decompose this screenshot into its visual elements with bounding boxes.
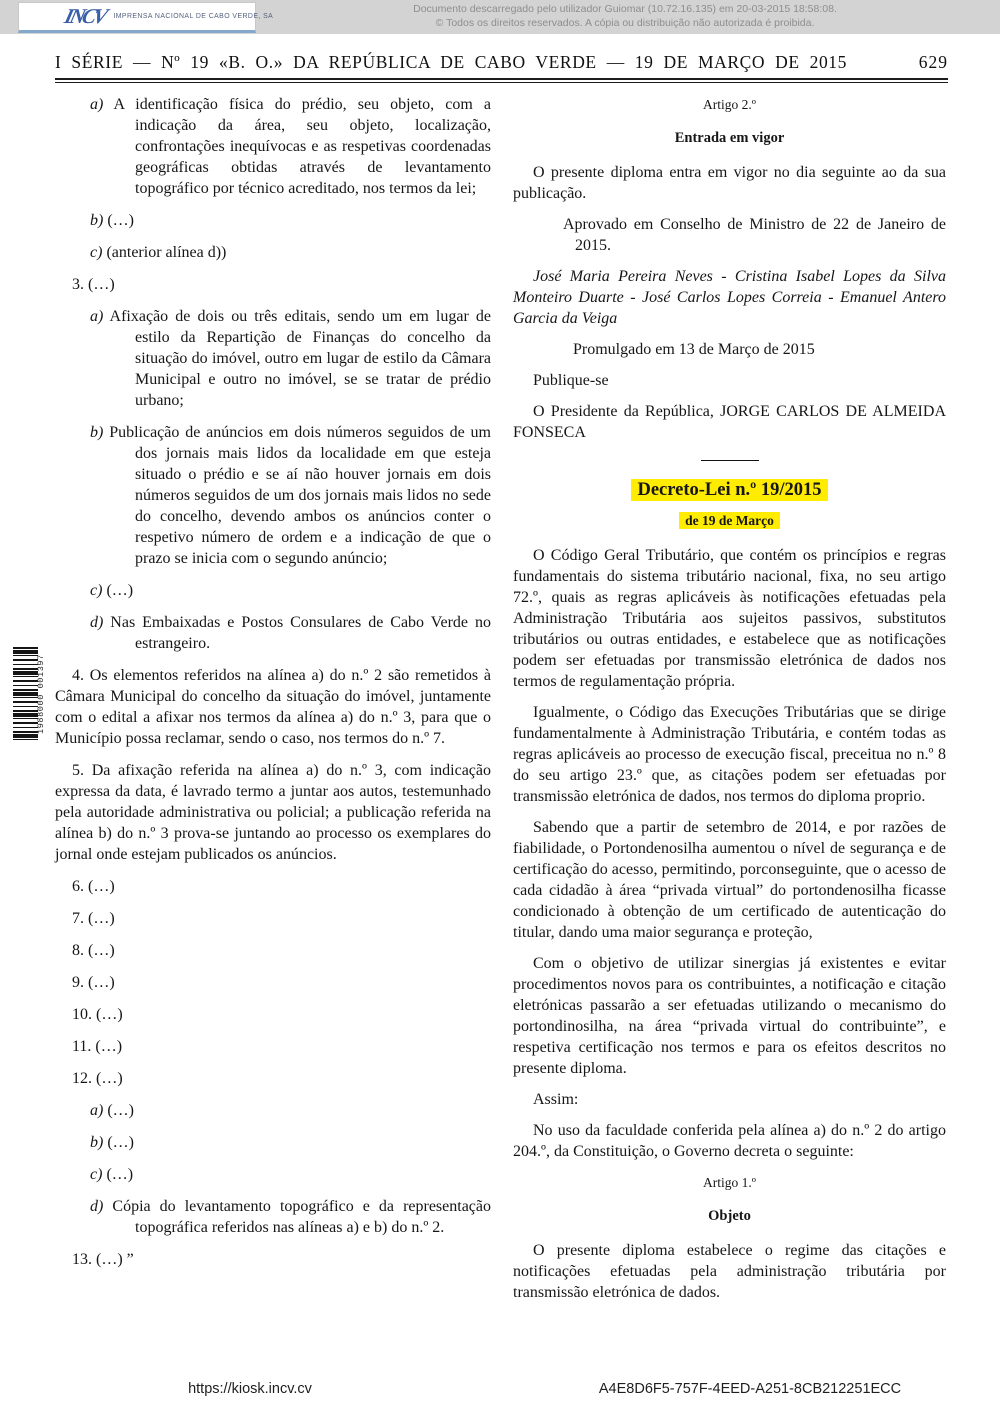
item-text: (…) (88, 942, 115, 959)
edition-title: I SÉRIE — Nº 19 «B. O.» DA REPÚBLICA DE CABO VERDE — 19 DE MARÇO DE 2015 (55, 52, 848, 72)
paragraph: Assim: (533, 1091, 579, 1108)
barcode-number: 1988000 001397 (36, 654, 46, 734)
numbered-item (55, 908, 491, 929)
decree-title-highlight (513, 480, 946, 501)
paragraph: O presente diploma entra em vigor no dia seguinte ao da sua publicação. (513, 164, 946, 202)
clause-text: (…) (106, 1166, 134, 1183)
item-marker: 7. (72, 910, 84, 927)
clause-marker: c) (90, 1166, 103, 1183)
item-text: (…) (96, 1070, 123, 1087)
article-2-heading: Artigo 2.º (703, 97, 756, 112)
signatories-paragraph: José Maria Pereira Neves - Cristina Isabel Lopes da Silva Monteiro Duarte - José Carlos Lopes Correia - Emanuel Antero Garcia da Veiga (513, 268, 946, 327)
paragraph: Sabendo que a partir de setembro de 2014, e por razões de fiabilidade, o Portondenosilha aumentou o nível de segurança e de certificação do acesso, permitindo, porconseguinte, que o acesso de cada cidadão à área “privada virtual” do portondenosilha ficasse condicionado à obtenção de um certificado de autenticação do titular, dando uma maior segurança e proteção, (513, 819, 946, 941)
item-marker: 11. (72, 1038, 92, 1055)
decree-date-highlight (513, 510, 946, 531)
numbered-item (55, 876, 491, 897)
page-number: 629 (918, 52, 948, 72)
clause-item (55, 422, 491, 569)
incv-logo (18, 2, 274, 33)
item-text: (…) (96, 1006, 123, 1023)
clause-marker: d) (90, 614, 104, 631)
item-text: (…) (95, 1038, 123, 1055)
incv-logo-icon: INCV (62, 4, 108, 28)
barcode (13, 647, 53, 741)
paragraph: Igualmente, o Código das Execuções Tributárias que se dirige fundamentalmente à Administração Tributária, e contém todas as regras aplicáveis ao processo de execução fiscal, preceitua no n.º 8 do seu artigo 23.º que, as citações podem ser efetuadas por transmissão eletrónica de dados, nos termos do diploma proprio. (513, 704, 946, 805)
publish-order-paragraph: Publique-se (533, 372, 609, 389)
item-text: (…) (88, 276, 115, 293)
clause-text: Publicação de anúncios em dois números seguidos de um dos jornais mais lidos da localidade em que esteja situado o prédio e se aí não houver jornais em dois números seguidos de um dos jornais mais lidos no sede do concelho, devendo ambos os anúncios conter o respetivo número de ordem e a indicação de que o prazo se inicia com o segundo anúncio; (109, 424, 492, 567)
article-2-title: Entrada em vigor (674, 130, 785, 146)
clause-marker: a) (90, 96, 104, 113)
item-text: (…) ” (96, 1251, 134, 1268)
clause-item (55, 94, 491, 199)
article-1-title: Objeto (708, 1208, 751, 1224)
item-text: Da afixação referida na alínea a) do n.º 3, com indicação expressa da data, é lavrado termo a juntar aos autos, testemunhado pela autoridade administrativa ou policial; a publicação referida na alínea b) do n.º 3 prova-se juntando ao processo os exemplares do jornal onde estejam publicados os anúncios. (55, 762, 491, 863)
clause-item (55, 1164, 491, 1185)
item-marker: 9. (72, 974, 84, 991)
numbered-paragraph (55, 665, 491, 749)
item-text: (…) (88, 910, 115, 927)
clause-item (55, 1196, 491, 1238)
decree-date: de 19 de Março (679, 512, 780, 529)
download-notice (262, 3, 988, 30)
clause-item (55, 580, 491, 601)
paragraph: Com o objetivo de utilizar sinergias já existentes e evitar procedimentos novos para os contribuintes, a notificação e citação eletrónicas passarão a ser efetuadas utilizando o mecanismo do portondinosilha, na área “privada virtual do contribuinte”, e respetiva certificação nos termos e para os efeitos descritos no presente diploma. (513, 955, 946, 1077)
paragraph: O presente diploma estabelece o regime das citações e notificações efetuadas pela administração tributária por transmissão eletrónica de dados. (513, 1242, 946, 1301)
item-marker: 5. (72, 762, 84, 779)
numbered-paragraph (55, 760, 491, 865)
clause-marker: b) (90, 1134, 104, 1151)
numbered-item (55, 1004, 491, 1025)
clause-item (55, 242, 491, 263)
numbered-item (55, 1036, 491, 1057)
download-notice-line2: © Todos os direitos reservados. A cópia ou distribuição não autorizada é proibida. (435, 16, 815, 29)
barcode-bars (13, 647, 38, 741)
item-marker: 10. (72, 1006, 92, 1023)
approval-paragraph: Aprovado em Conselho de Ministro de 22 de Janeiro de 2015. (563, 216, 946, 254)
president-signature-paragraph: O Presidente da República, JORGE CARLOS DE ALMEIDA FONSECA (513, 403, 946, 441)
clause-item (55, 210, 491, 231)
clause-marker: c) (90, 244, 103, 261)
header-rule (55, 78, 948, 83)
clause-text: Cópia do levantamento topográfico e da representação topográfica referidos nas alíneas a) e b) do n.º 2. (112, 1198, 492, 1236)
clause-text: Nas Embaixadas e Postos Consulares de Cabo Verde no estrangeiro. (110, 614, 491, 652)
clause-marker: c) (90, 582, 103, 599)
numbered-item (55, 972, 491, 993)
item-marker: 12. (72, 1070, 92, 1087)
clause-marker: b) (90, 424, 104, 441)
download-notice-line1: Documento descarregado pelo utilizador Guiomar (10.72.16.135) em 20-03-2015 18:58:08. (413, 3, 837, 15)
footer-url[interactable]: https://kiosk.incv.cv (188, 1381, 312, 1397)
clause-item (55, 612, 491, 654)
numbered-item (55, 940, 491, 961)
section-divider (701, 460, 759, 461)
clause-item (55, 1100, 491, 1121)
clause-text: (…) (107, 1102, 134, 1119)
promulgation-paragraph: Promulgado em 13 de Março de 2015 (573, 341, 815, 358)
clause-text: (…) (106, 582, 134, 599)
clause-marker: d) (90, 1198, 104, 1215)
clause-marker: b) (90, 212, 104, 229)
clause-item (55, 306, 491, 411)
clause-text: Afixação de dois ou três editais, sendo um em lugar de estilo da Repartição de Finanças do concelho da situação do imóvel, outro em lugar de estilo da Câmara Municipal e outro no imóvel, se se tratar de prédio urbano; (109, 308, 491, 409)
numbered-item (55, 274, 491, 295)
item-marker: 3. (72, 276, 84, 293)
clause-marker: a) (90, 308, 104, 325)
numbered-item (55, 1068, 491, 1089)
item-text: (…) (88, 974, 115, 991)
decree-title: Decreto-Lei n.º 19/2015 (631, 479, 827, 501)
item-text: Os elementos referidos na alínea a) do n.º 2 são remetidos à Câmara Municipal do concelho da situação do imóvel, juntamente com o edital a afixar nos termos da alínea a) do n.º 3, para que o Município possa reclamar, sendo o caso, nos termos do n.º 7. (55, 667, 492, 747)
numbered-item (55, 1249, 491, 1270)
footer-document-id: A4E8D6F5-757F-4EED-A251-8CB212251ECC (598, 1381, 902, 1397)
clause-text: (anterior alínea d)) (106, 244, 227, 261)
item-text: (…) (88, 878, 115, 895)
left-column (55, 94, 491, 1281)
right-column (513, 94, 946, 1313)
clause-marker: a) (90, 1102, 104, 1119)
paragraph: O Código Geral Tributário, que contém os princípios e regras fundamentais do sistema tributário nacional, fixa, no seu artigo 72.º, quais as regras aplicáveis às notificações efetuadas pela Administração Tributária aos sujeitos passivos, substitutos tributários ou outras entidades, e estabelece que as notificações podem ser efetuadas por transmissão eletrónica de dados nos termos de regulamentação própria. (513, 547, 946, 690)
clause-text: (…) (107, 212, 134, 229)
item-marker: 4. (72, 667, 84, 684)
item-marker: 6. (72, 878, 84, 895)
clause-item (55, 1132, 491, 1153)
clause-text: A identificação física do prédio, seu objeto, com a indicação da área, seu objeto, localização, confrontações inequívocas e as respetivas coordenadas geográficas obtidas através de levantamento topográfico por técnico acreditado, nos termos da lei; (113, 96, 491, 197)
item-marker: 8. (72, 942, 84, 959)
incv-logo-label: IMPRENSA NACIONAL DE CABO VERDE, SA (113, 13, 274, 20)
item-marker: 13. (72, 1251, 92, 1268)
article-1-heading: Artigo 1.º (703, 1175, 756, 1190)
paragraph: No uso da faculdade conferida pela alínea a) do n.º 2 do artigo 204.º, da Constituição, o Governo decreta o seguinte: (513, 1122, 946, 1160)
edition-header (55, 52, 948, 73)
clause-text: (…) (107, 1134, 134, 1151)
